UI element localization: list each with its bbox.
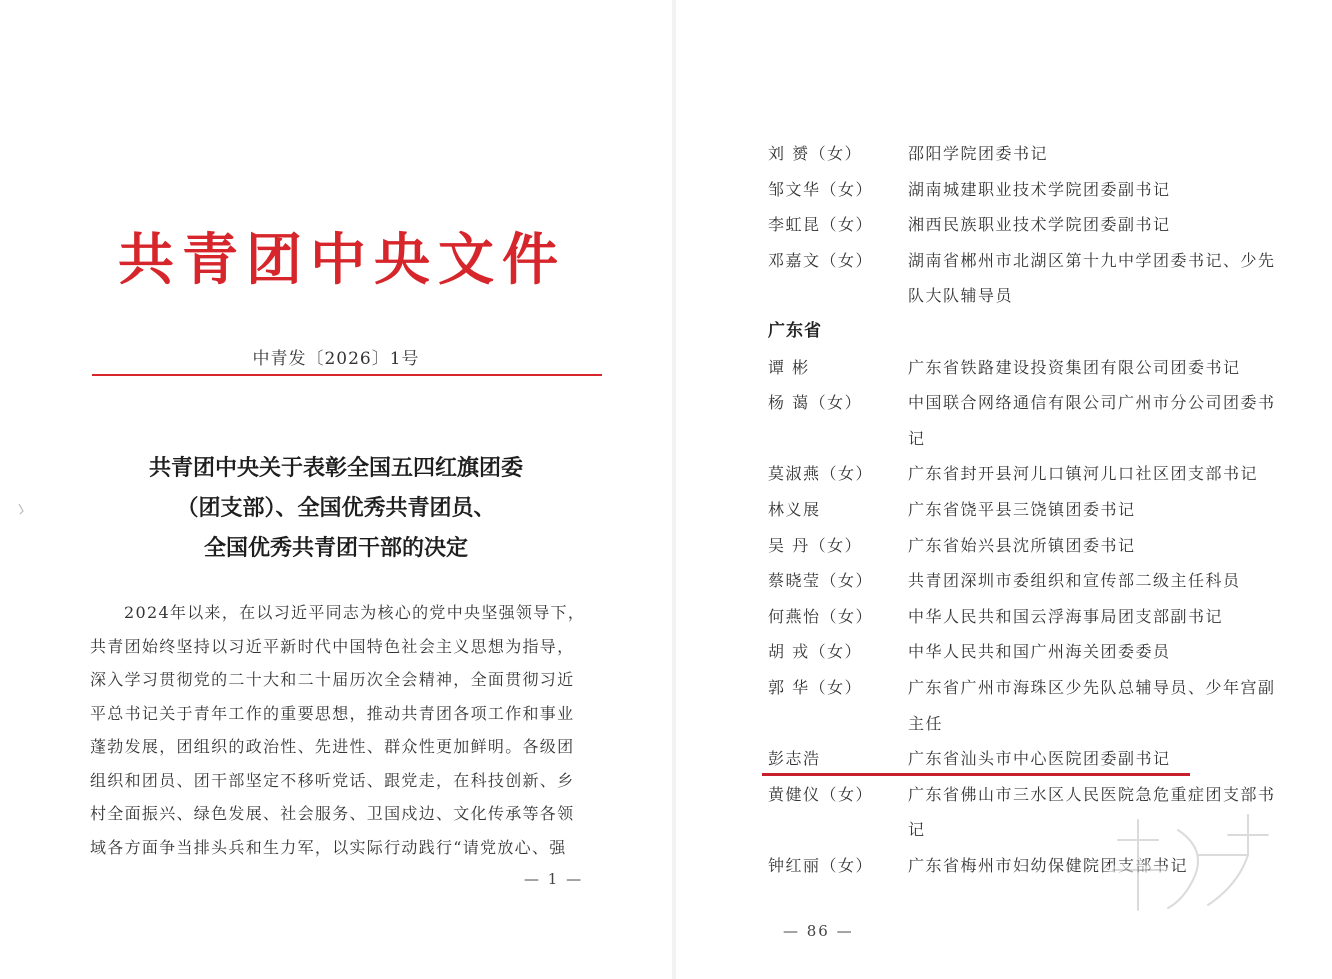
honoree-name: 邓嘉文（女） — [768, 250, 874, 270]
honoree-name: 莫淑燕（女） — [768, 464, 874, 484]
honoree-position: 广东省铁路建设投资集团有限公司团委书记 — [908, 357, 1241, 377]
honoree-position: 邵阳学院团委书记 — [908, 144, 1049, 163]
honoree-position: 湖南城建职业技术学院团委副书记 — [908, 179, 1171, 199]
body-line: 村全面振兴、绿色发展、社会服务、卫国戍边、文化传承等各领 — [90, 804, 575, 823]
body-line: 蓬勃发展，团组织的政治性、先进性、群众性更加鲜明。各级团 — [90, 737, 575, 756]
honoree-position: 中华人民共和国云浮海事局团支部副书记 — [908, 606, 1224, 626]
honoree-name: 蔡晓莹（女） — [768, 571, 874, 591]
honoree-position: 广东省佛山市三水区人民医院急危重症团支部书记 — [908, 784, 1276, 840]
list-item — [768, 528, 1298, 564]
page-number: — 1 — — [524, 870, 584, 888]
honoree-position: 广东省饶平县三饶镇团委书记 — [908, 499, 1136, 519]
list-item — [768, 563, 1298, 599]
southern-plus-watermark-icon — [1098, 800, 1278, 920]
honoree-name: 吴 丹（女） — [768, 535, 863, 555]
province-heading: 广东省 — [768, 320, 822, 341]
list-item-highlighted — [768, 741, 1298, 777]
list-item — [768, 136, 1298, 172]
list-item — [768, 492, 1298, 528]
honoree-position: 广东省广州市海珠区少先队总辅导员、少年宫副主任 — [908, 677, 1276, 733]
body-line: 深入学习贯彻党的二十大和二十届历次全会精神，全面贯彻习近 — [90, 670, 575, 689]
honoree-position: 广东省梅州市妇幼保健院团支部书记 — [908, 855, 1189, 875]
highlight-underline — [762, 773, 1190, 776]
body-line: 组织和团员、团干部坚定不移听党话、跟党走，在科技创新、乡 — [90, 770, 575, 790]
honoree-name: 彭志浩 — [768, 749, 821, 769]
honoree-position: 广东省封开县河儿口镇河儿口社区团支部书记 — [908, 464, 1259, 484]
list-item — [768, 599, 1298, 635]
honoree-name: 胡 戎（女） — [768, 642, 863, 662]
honoree-position: 中国联合网络通信有限公司广州市分公司团委书记 — [908, 393, 1276, 448]
list-item — [768, 350, 1298, 386]
honoree-name: 郭 华（女） — [768, 677, 863, 697]
title-line: （团支部）、全国优秀共青团员、 — [176, 495, 496, 521]
list-item — [768, 207, 1298, 243]
honoree-name: 杨 蔼（女） — [768, 393, 863, 413]
list-item — [768, 670, 1298, 741]
document-body — [90, 596, 602, 864]
honoree-name: 刘 赟（女） — [768, 144, 863, 163]
title-line: 全国优秀共青团干部的决定 — [203, 535, 468, 561]
honoree-name: 李虹昆（女） — [768, 215, 874, 235]
body-line: 共青团始终坚持以习近平新时代中国特色社会主义思想为指导， — [90, 636, 575, 656]
list-item — [768, 634, 1298, 670]
list-item — [768, 385, 1298, 456]
body-line: 平总书记关于青年工作的重要思想，推动共青团各项工作和事业 — [90, 703, 575, 723]
honoree-name: 林义展 — [768, 499, 821, 519]
document-number: 中青发〔2026〕1号 — [252, 349, 420, 369]
red-divider — [92, 374, 602, 376]
document-header: 共青团中央文件 — [118, 227, 566, 293]
honoree-name: 钟红丽（女） — [768, 855, 874, 875]
honoree-position: 广东省始兴县沈所镇团委书记 — [908, 535, 1136, 555]
honoree-name: 谭 彬 — [768, 357, 810, 377]
body-line: 2024年以来，在以习近平同志为核心的党中央坚强领导下， — [124, 603, 586, 622]
honoree-position: 湖南省郴州市北湖区第十九中学团委书记、少先队大队辅导员 — [908, 250, 1276, 306]
page-number: — 86 — — [783, 922, 854, 940]
honoree-name: 何燕怡（女） — [768, 606, 874, 626]
honoree-position: 中华人民共和国广州海关团委委员 — [908, 642, 1171, 662]
list-item — [768, 456, 1298, 492]
body-line: 域各方面争当排头兵和生力军，以实际行动践行“请党放心、强 — [90, 837, 567, 857]
list-item — [768, 243, 1298, 314]
title-line: 共青团中央关于表彰全国五四红旗团委 — [148, 455, 523, 481]
honoree-position: 湘西民族职业技术学院团委副书记 — [908, 215, 1171, 235]
honoree-list — [768, 136, 1298, 883]
list-item — [768, 172, 1298, 208]
document-title — [0, 448, 672, 568]
honoree-position: 共青团深圳市委组织和宣传部二级主任科员 — [908, 571, 1241, 591]
honoree-name: 邹文华（女） — [768, 179, 874, 199]
honoree-position: 广东省汕头市中心医院团委副书记 — [908, 749, 1171, 769]
honoree-name: 黄健仪（女） — [768, 784, 874, 804]
